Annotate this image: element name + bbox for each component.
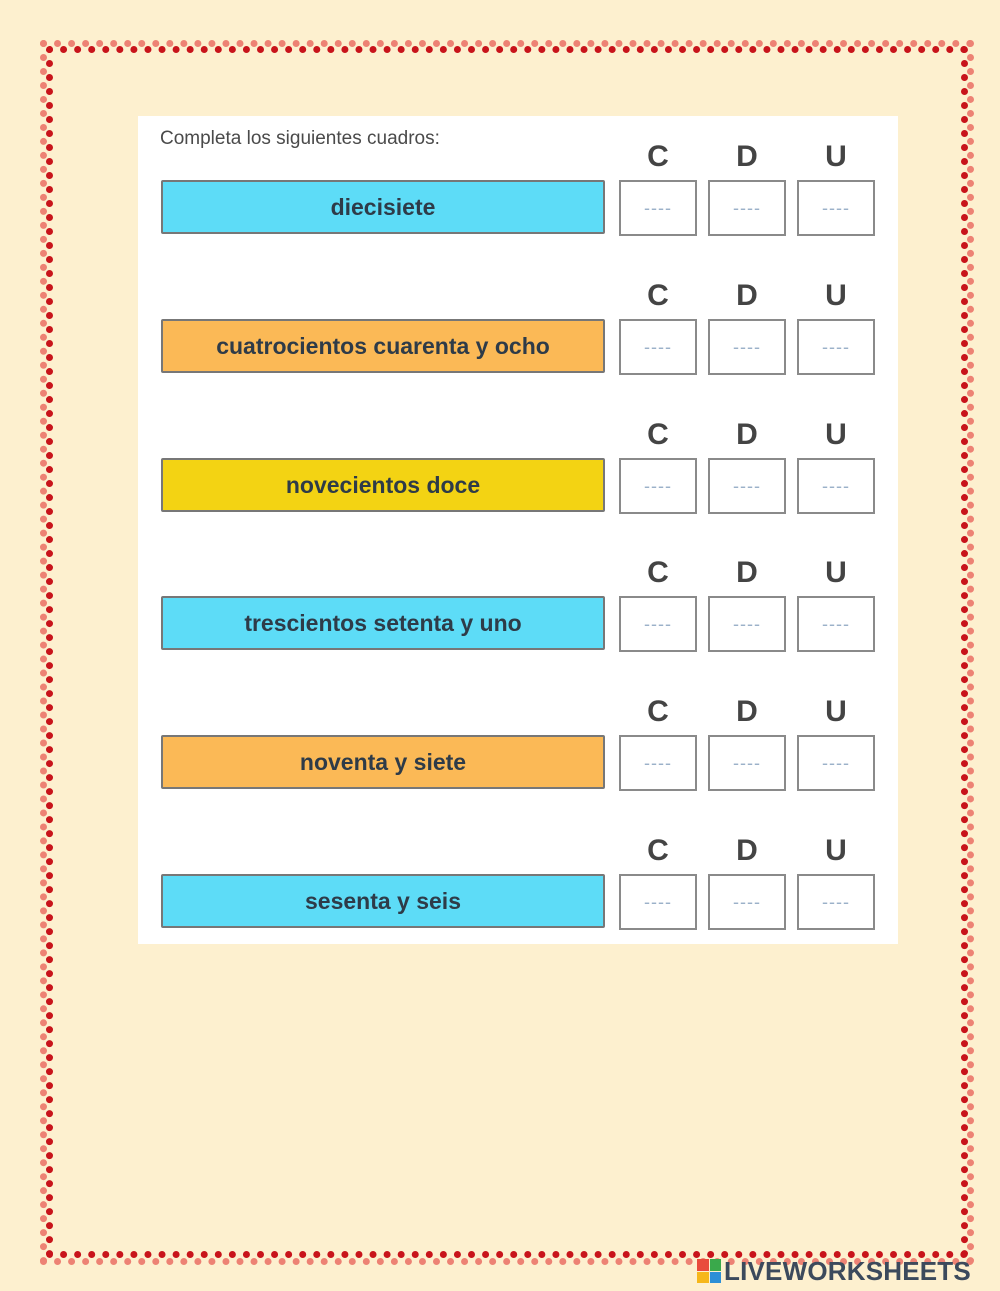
instruction-text: Completa los siguientes cuadros:: [160, 128, 440, 149]
exercise-row: [138, 695, 898, 815]
answer-input-u[interactable]: [797, 596, 875, 652]
answer-input-c[interactable]: [619, 735, 697, 791]
answer-input-c[interactable]: [619, 180, 697, 236]
answer-input-d[interactable]: [708, 319, 786, 375]
exercise-row: [138, 834, 898, 954]
column-header-d: D: [736, 695, 758, 728]
exercise-row: [138, 418, 898, 538]
number-word-box: cuatrocientos cuarenta y ocho: [161, 319, 605, 373]
answer-input-c[interactable]: [619, 458, 697, 514]
column-header-c: C: [647, 834, 669, 867]
column-header-u: U: [825, 556, 847, 589]
column-header-d: D: [736, 556, 758, 589]
answer-input-u[interactable]: [797, 458, 875, 514]
answer-input-d[interactable]: [708, 735, 786, 791]
liveworksheets-logo-icon: [697, 1259, 721, 1283]
column-header-d: D: [736, 140, 758, 173]
brand-name: LIVEWORKSHEETS: [724, 1255, 971, 1286]
column-header-d: D: [736, 279, 758, 312]
column-header-c: C: [647, 279, 669, 312]
liveworksheets-logo: [697, 1256, 971, 1286]
answer-input-u[interactable]: [797, 319, 875, 375]
answer-input-d[interactable]: [708, 180, 786, 236]
exercise-row: [138, 556, 898, 676]
exercise-row: [138, 279, 898, 399]
column-header-c: C: [647, 556, 669, 589]
column-header-d: D: [736, 834, 758, 867]
answer-input-c[interactable]: [619, 319, 697, 375]
number-word-box: novecientos doce: [161, 458, 605, 512]
number-word-box: diecisiete: [161, 180, 605, 234]
number-word-box: noventa y siete: [161, 735, 605, 789]
column-header-c: C: [647, 695, 669, 728]
answer-input-u[interactable]: [797, 180, 875, 236]
column-header-u: U: [825, 834, 847, 867]
answer-input-u[interactable]: [797, 735, 875, 791]
column-header-c: C: [647, 140, 669, 173]
column-header-u: U: [825, 695, 847, 728]
answer-input-d[interactable]: [708, 458, 786, 514]
column-header-u: U: [825, 418, 847, 451]
exercise-row: [138, 140, 898, 260]
column-header-d: D: [736, 418, 758, 451]
answer-input-c[interactable]: [619, 596, 697, 652]
number-word-box: sesenta y seis: [161, 874, 605, 928]
column-header-u: U: [825, 279, 847, 312]
answer-input-d[interactable]: [708, 596, 786, 652]
answer-input-c[interactable]: [619, 874, 697, 930]
number-word-box: trescientos setenta y uno: [161, 596, 605, 650]
column-header-u: U: [825, 140, 847, 173]
answer-input-u[interactable]: [797, 874, 875, 930]
worksheet-card: [138, 116, 898, 944]
answer-input-d[interactable]: [708, 874, 786, 930]
column-header-c: C: [647, 418, 669, 451]
